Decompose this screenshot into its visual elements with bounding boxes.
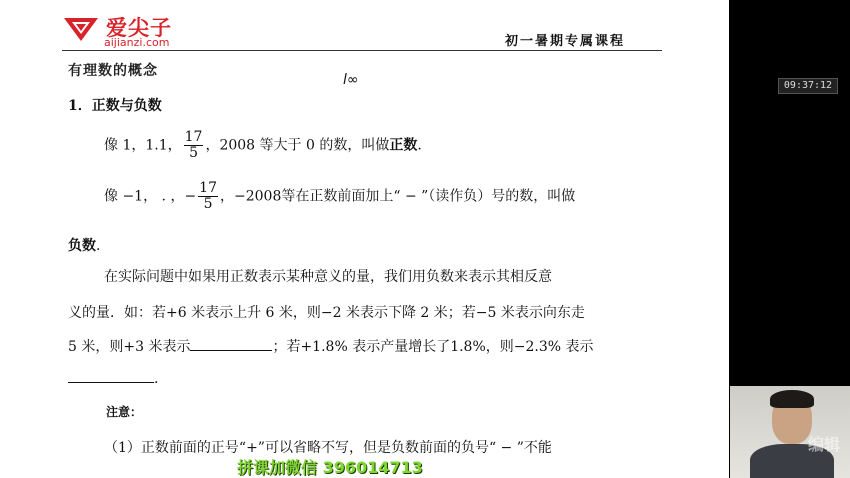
section-banner: 有理数的概念: [68, 63, 158, 79]
fraction-denominator: 5: [203, 196, 213, 212]
text-segment: .: [96, 238, 101, 254]
term-negative: 负数: [68, 238, 96, 254]
webcam-overlay-text: 编辑: [808, 435, 841, 454]
watermark-text: 拼课加微信 396014713: [237, 458, 423, 477]
note-item: （1）正数前面的正号“+”可以省略不写，但是负数前面的负号“ − ”不能: [104, 440, 552, 456]
logo-text: 爱尖子: [106, 16, 172, 40]
logo-domain: aijianzi.com: [104, 36, 170, 49]
text-segment: .: [154, 371, 159, 387]
brand-logo: [62, 14, 202, 50]
text-segment: ；若+1.8% 表示产量增长了1.8%，则−2.3% 表示: [272, 339, 594, 355]
header-divider: [62, 50, 662, 51]
paragraph-negative-numbers: [104, 181, 575, 212]
note-label: 注意：: [106, 405, 143, 419]
paragraph-line: [68, 336, 594, 356]
diamond-logo-icon: [62, 14, 100, 42]
text-segment: 像 −1， . ，−: [104, 188, 197, 205]
fraction-numerator: 17: [184, 129, 203, 145]
section-heading: 1．正数与负数: [68, 98, 162, 114]
term-positive: 正数: [389, 137, 418, 154]
paragraph-line: 在实际问题中如果用正数表示某种意义的量，我们用负数来表示其相反意: [104, 269, 552, 285]
handwritten-annotation: l∞: [343, 72, 359, 88]
text-segment: ，2008 等大于 0 的数，叫做: [205, 137, 390, 154]
paragraph-line: [68, 371, 158, 387]
webcam-feed: [730, 386, 850, 478]
text-segment: 5 米，则+3 米表示: [68, 339, 191, 355]
fraction-numerator: 17: [199, 180, 217, 196]
paragraph-line: 义的量．如：若+6 米表示上升 6 米，则−2 米表示下降 2 米；若−5 米表示向东走: [68, 305, 585, 321]
paragraph-positive-numbers: [104, 130, 422, 161]
text-segment: 像 1，1.1，: [104, 137, 182, 154]
text-segment: .: [417, 137, 422, 154]
fraction: [184, 130, 204, 161]
recording-timer: 09:37:12: [778, 78, 838, 94]
text-segment: ，−2008等在正数前面加上“ − ”（读作负）号的数，叫做: [220, 188, 576, 205]
course-title: 初一暑期专属课程: [505, 34, 626, 49]
paragraph-negative-term: [68, 235, 100, 255]
presenter-hair: [770, 390, 814, 408]
fraction-denominator: 5: [189, 145, 198, 161]
answer-blank: [190, 349, 272, 351]
answer-blank: [68, 381, 154, 383]
fraction: [198, 181, 218, 212]
